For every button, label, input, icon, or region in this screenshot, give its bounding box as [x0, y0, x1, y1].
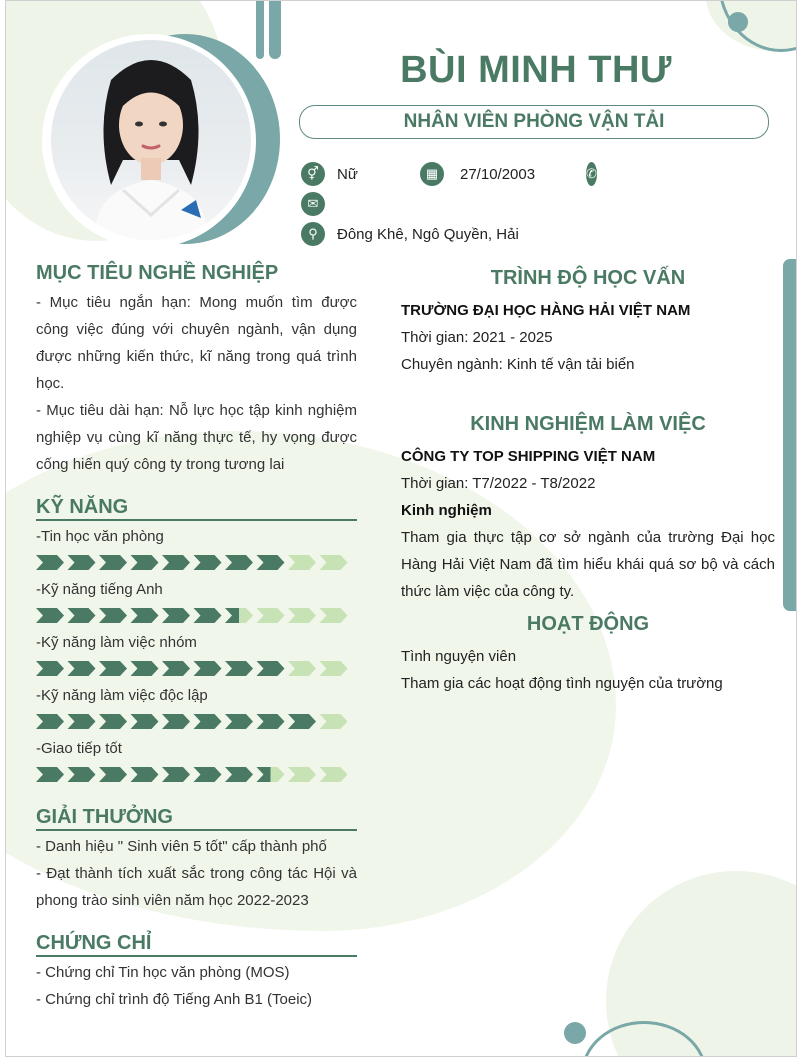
skill-chevron	[36, 608, 64, 623]
skill-chevron	[36, 714, 64, 729]
skill-bar	[36, 608, 356, 624]
skill-chevron	[225, 714, 253, 729]
skill-chevron	[257, 555, 285, 570]
skill-chevron	[320, 608, 348, 623]
objective-long: - Mục tiêu dài hạn: Nỗ lực học tập kinh nghiệm nghiệp vụ cùng kĩ năng thực tế, hy vọng được cống hiến quý công ty trong tương lai	[36, 402, 357, 473]
decor-dot	[728, 12, 748, 32]
address-info	[301, 222, 519, 246]
awards-heading: GIẢI THƯỞNG	[36, 806, 357, 831]
skill-chevron	[36, 767, 64, 782]
email-icon: ✉	[301, 192, 325, 216]
skill-chevron	[68, 608, 96, 623]
skill-chevron	[288, 608, 316, 623]
skill-label: -Tin học văn phòng	[36, 528, 164, 545]
phone-info	[586, 162, 609, 186]
calendar-icon: ▦	[420, 162, 444, 186]
activity-item: Tình nguyện viên	[401, 648, 517, 665]
certificate-item: - Chứng chỉ trình độ Tiếng Anh B1 (Toeic)	[36, 991, 313, 1008]
skill-chevron	[68, 767, 96, 782]
skill-label: -Kỹ năng làm việc nhóm	[36, 634, 197, 651]
location-icon: ⚲	[301, 222, 325, 246]
certificates-heading: CHỨNG CHỈ	[36, 932, 357, 957]
skill-chevron	[257, 767, 285, 782]
experience-subheading: Kinh nghiệm	[401, 502, 492, 519]
email-info	[301, 192, 337, 216]
skill-chevron	[257, 608, 285, 623]
education-major: Chuyên ngành: Kinh tế vận tải biển	[401, 356, 635, 373]
skill-chevron	[36, 661, 64, 676]
objective-heading: MỤC TIÊU NGHỀ NGHIỆP	[36, 262, 279, 284]
skill-chevrons	[36, 661, 356, 677]
skill-chevron	[131, 714, 159, 729]
skill-chevron	[320, 555, 348, 570]
cv-page	[5, 0, 797, 1057]
education-heading: TRÌNH ĐỘ HỌC VẤN	[490, 267, 686, 289]
skill-chevron	[288, 555, 316, 570]
skill-chevron	[288, 767, 316, 782]
skill-chevron	[99, 714, 127, 729]
skill-label: -Kỹ năng tiếng Anh	[36, 581, 163, 598]
skill-bar	[36, 555, 356, 571]
education-school: TRƯỜNG ĐẠI HỌC HÀNG HẢI VIỆT NAM	[401, 302, 691, 319]
education-time: Thời gian: 2021 - 2025	[401, 329, 553, 346]
activities-heading: HOẠT ĐỘNG	[526, 613, 650, 635]
skill-chevron	[320, 767, 348, 782]
birthdate-info	[420, 162, 535, 186]
skill-chevron	[194, 661, 222, 676]
experience-company: CÔNG TY TOP SHIPPING VIỆT NAM	[401, 448, 656, 465]
experience-heading: KINH NGHIỆM LÀM VIỆC	[470, 413, 706, 435]
birthdate-value: 27/10/2003	[460, 165, 536, 183]
skill-chevron	[131, 767, 159, 782]
gender-icon: ⚥	[301, 162, 325, 186]
skill-chevron	[194, 767, 222, 782]
activity-item: Tham gia các hoạt động tình nguyện của trường	[401, 675, 723, 692]
experience-description: Tham gia thực tập cơ sở ngành của trường Đại học Hàng Hải Việt Nam đã tìm hiểu khái quá sơ bộ và cách thức làm việc của công ty.	[401, 529, 775, 600]
skill-bar	[36, 767, 356, 783]
skills-heading: KỸ NĂNG	[36, 496, 357, 521]
skill-chevron	[131, 608, 159, 623]
skill-chevron	[162, 608, 190, 623]
award-item: - Đạt thành tích xuất sắc trong công tác Hội và phong trào sinh viên năm học 2022-2023	[36, 865, 357, 909]
skill-bar	[36, 714, 356, 730]
skill-label: -Giao tiếp tốt	[36, 740, 122, 757]
skill-chevron	[288, 714, 316, 729]
skill-chevron	[194, 714, 222, 729]
certificate-item: - Chứng chỉ Tin học văn phòng (MOS)	[36, 964, 290, 981]
gender-info	[301, 162, 358, 186]
skill-chevron	[194, 608, 222, 623]
phone-icon: ✆	[586, 162, 597, 186]
skill-label: -Kỹ năng làm việc độc lập	[36, 687, 208, 704]
skill-chevron	[194, 555, 222, 570]
skill-chevron	[225, 661, 253, 676]
award-item: - Danh hiệu " Sinh viên 5 tốt" cấp thành phố	[36, 838, 327, 855]
decor-dot	[564, 1022, 586, 1044]
profile-photo-frame	[42, 34, 280, 244]
skill-chevron	[162, 767, 190, 782]
skill-chevron	[225, 767, 253, 782]
skill-chevron	[68, 714, 96, 729]
skill-chevron	[162, 555, 190, 570]
skill-chevron	[162, 661, 190, 676]
decor-side-bar	[783, 259, 797, 611]
skill-chevron	[131, 555, 159, 570]
skill-bar	[36, 661, 356, 677]
skill-chevron	[99, 767, 127, 782]
skill-chevron	[225, 608, 253, 623]
skill-chevrons	[36, 767, 356, 783]
skill-chevron	[257, 714, 285, 729]
skill-chevron	[225, 555, 253, 570]
skill-chevron	[68, 555, 96, 570]
skill-chevron	[288, 661, 316, 676]
skill-chevron	[99, 555, 127, 570]
skill-chevrons	[36, 555, 356, 571]
objective-short: - Mục tiêu ngắn hạn: Mong muốn tìm được công việc đúng với chuyên ngành, vận dụng được những kiến thức, kĩ năng trong quá trình học.	[36, 294, 357, 392]
profile-photo	[42, 34, 256, 248]
skill-chevron	[99, 608, 127, 623]
experience-time: Thời gian: T7/2022 - T8/2022	[401, 475, 596, 492]
skill-chevron	[257, 661, 285, 676]
skill-chevron	[320, 714, 348, 729]
skill-chevron	[320, 661, 348, 676]
skill-chevrons	[36, 714, 356, 730]
skill-chevrons	[36, 608, 356, 624]
gender-value: Nữ	[337, 165, 358, 183]
candidate-name: BÙI MINH THƯ	[400, 49, 672, 91]
job-title: NHÂN VIÊN PHÒNG VẬN TẢI	[299, 105, 769, 139]
portrait-image	[51, 40, 251, 240]
skill-chevron	[36, 555, 64, 570]
skill-chevron	[68, 661, 96, 676]
address-value: Đông Khê, Ngô Quyền, Hải	[337, 225, 519, 243]
skill-chevron	[131, 661, 159, 676]
skill-chevron	[162, 714, 190, 729]
skill-chevron	[99, 661, 127, 676]
